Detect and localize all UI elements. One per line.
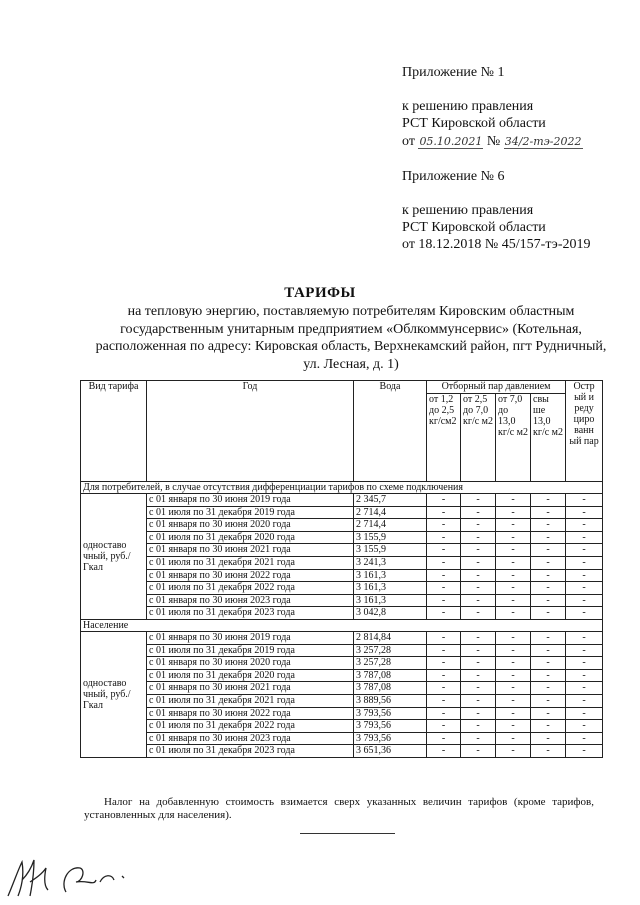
decision6-line3: от 18.12.2018 № 45/157-тэ-2019 (402, 237, 591, 252)
decision1-number: 34/2-тэ-2022 (504, 135, 582, 148)
empty-value-cell: - (427, 682, 461, 695)
empty-value-cell: - (496, 732, 531, 745)
empty-value-cell: - (461, 657, 496, 670)
empty-value-cell: - (427, 506, 461, 519)
header-water: Вода (354, 381, 427, 482)
empty-value-cell: - (566, 506, 603, 519)
empty-value-cell: - (427, 519, 461, 532)
section-title-population: Население (81, 619, 603, 631)
period-cell: с 01 июля по 31 декабря 2019 года (147, 644, 354, 657)
empty-value-cell: - (461, 732, 496, 745)
empty-value-cell: - (496, 682, 531, 695)
empty-value-cell: - (461, 607, 496, 620)
water-value-cell: 3 257,28 (354, 644, 427, 657)
empty-value-cell: - (461, 694, 496, 707)
empty-value-cell: - (531, 531, 566, 544)
tariff-type-cell: одноставо чный, руб./Гкал (81, 494, 147, 620)
empty-value-cell: - (531, 644, 566, 657)
water-value-cell: 3 155,9 (354, 544, 427, 557)
period-cell: с 01 июля по 31 декабря 2023 года (147, 745, 354, 758)
empty-value-cell: - (531, 519, 566, 532)
empty-value-cell: - (566, 494, 603, 507)
empty-value-cell: - (531, 657, 566, 670)
empty-value-cell: - (566, 582, 603, 595)
empty-value-cell: - (566, 644, 603, 657)
table-row (81, 594, 603, 607)
table-row (81, 707, 603, 720)
period-cell: с 01 июля по 31 декабря 2022 года (147, 720, 354, 733)
table-row (81, 531, 603, 544)
empty-value-cell: - (427, 544, 461, 557)
empty-value-cell: - (531, 631, 566, 644)
table-row (81, 582, 603, 595)
period-cell: с 01 июля по 31 декабря 2022 года (147, 582, 354, 595)
table-row (81, 694, 603, 707)
header-steam-col-3: от 7,0 до 13,0 кг/с м2 (496, 394, 531, 482)
empty-value-cell: - (531, 556, 566, 569)
table-row (81, 519, 603, 532)
water-value-cell: 3 793,56 (354, 707, 427, 720)
empty-value-cell: - (427, 631, 461, 644)
empty-value-cell: - (566, 745, 603, 758)
water-value-cell: 3 155,9 (354, 531, 427, 544)
empty-value-cell: - (427, 582, 461, 595)
water-value-cell: 3 793,56 (354, 720, 427, 733)
empty-value-cell: - (531, 582, 566, 595)
period-cell: с 01 января по 30 июня 2019 года (147, 631, 354, 644)
empty-value-cell: - (496, 745, 531, 758)
period-cell: с 01 января по 30 июня 2022 года (147, 707, 354, 720)
empty-value-cell: - (531, 506, 566, 519)
tariff-table (80, 380, 603, 758)
empty-value-cell: - (496, 594, 531, 607)
decision1-line2: РСТ Кировской области (402, 116, 546, 131)
empty-value-cell: - (496, 506, 531, 519)
section-title-consumers: Для потребителей, в случае отсутствия дифференциации тарифов по схеме подключения (81, 482, 603, 494)
empty-value-cell: - (496, 707, 531, 720)
empty-value-cell: - (566, 607, 603, 620)
document-title: ТАРИФЫ (284, 285, 356, 301)
empty-value-cell: - (461, 556, 496, 569)
document-subtitle: на тепловую энергию, поставляемую потребителям Кировским областным государственным унитарным предприятием «Облкоммунсервис» (Котельная, расположенная по адресу: Кировская область, Верхнекамский район, пгт Рудничный, ул. Лесная, д. 1) (95, 304, 607, 372)
table-row (81, 669, 603, 682)
water-value-cell: 3 787,08 (354, 682, 427, 695)
decision6-line2: РСТ Кировской области (402, 220, 546, 235)
period-cell: с 01 января по 30 июня 2020 года (147, 519, 354, 532)
empty-value-cell: - (427, 494, 461, 507)
water-value-cell: 3 787,08 (354, 669, 427, 682)
empty-value-cell: - (461, 720, 496, 733)
period-cell: с 01 июля по 31 декабря 2020 года (147, 669, 354, 682)
empty-value-cell: - (461, 594, 496, 607)
water-value-cell: 3 042,8 (354, 607, 427, 620)
empty-value-cell: - (531, 669, 566, 682)
empty-value-cell: - (566, 657, 603, 670)
empty-value-cell: - (461, 531, 496, 544)
empty-value-cell: - (531, 594, 566, 607)
table-row (81, 556, 603, 569)
header-steam-col-1: от 1,2 до 2,5 кг/см2 (427, 394, 461, 482)
empty-value-cell: - (531, 682, 566, 695)
empty-value-cell: - (496, 519, 531, 532)
water-value-cell: 2 714,4 (354, 519, 427, 532)
decision1-date: 05.10.2021 (419, 135, 483, 148)
empty-value-cell: - (496, 582, 531, 595)
empty-value-cell: - (496, 644, 531, 657)
empty-value-cell: - (461, 582, 496, 595)
empty-value-cell: - (566, 732, 603, 745)
empty-value-cell: - (461, 745, 496, 758)
table-row (81, 569, 603, 582)
empty-value-cell: - (566, 669, 603, 682)
period-cell: с 01 января по 30 июня 2020 года (147, 657, 354, 670)
empty-value-cell: - (427, 707, 461, 720)
empty-value-cell: - (496, 657, 531, 670)
empty-value-cell: - (461, 707, 496, 720)
table-row (81, 506, 603, 519)
empty-value-cell: - (566, 531, 603, 544)
empty-value-cell: - (566, 631, 603, 644)
empty-value-cell: - (496, 556, 531, 569)
empty-value-cell: - (496, 607, 531, 620)
table-row (81, 657, 603, 670)
empty-value-cell: - (496, 631, 531, 644)
table-row (81, 745, 603, 758)
table-row (81, 607, 603, 620)
empty-value-cell: - (566, 707, 603, 720)
empty-value-cell: - (427, 732, 461, 745)
table-row (81, 494, 603, 507)
signature-line (300, 833, 395, 834)
empty-value-cell: - (496, 544, 531, 557)
decision1-line3 (402, 133, 583, 150)
empty-value-cell: - (566, 694, 603, 707)
empty-value-cell: - (531, 720, 566, 733)
period-cell: с 01 июля по 31 декабря 2023 года (147, 607, 354, 620)
period-cell: с 01 июля по 31 декабря 2020 года (147, 531, 354, 544)
empty-value-cell: - (461, 669, 496, 682)
empty-value-cell: - (461, 644, 496, 657)
handwritten-signature (4, 852, 164, 900)
decision1-line1: к решению правления (402, 99, 534, 114)
header-steam: Отборный пар давлением (427, 381, 566, 394)
water-value-cell: 3 161,3 (354, 594, 427, 607)
empty-value-cell: - (496, 694, 531, 707)
water-value-cell: 3 241,3 (354, 556, 427, 569)
water-value-cell: 2 714,4 (354, 506, 427, 519)
empty-value-cell: - (566, 682, 603, 695)
empty-value-cell: - (427, 669, 461, 682)
period-cell: с 01 января по 30 июня 2022 года (147, 569, 354, 582)
empty-value-cell: - (461, 569, 496, 582)
period-cell: с 01 января по 30 июня 2021 года (147, 682, 354, 695)
empty-value-cell: - (427, 644, 461, 657)
empty-value-cell: - (461, 519, 496, 532)
empty-value-cell: - (461, 682, 496, 695)
table-row (81, 631, 603, 644)
empty-value-cell: - (531, 707, 566, 720)
water-value-cell: 3 889,56 (354, 694, 427, 707)
period-cell: с 01 июля по 31 декабря 2021 года (147, 556, 354, 569)
empty-value-cell: - (427, 531, 461, 544)
decision1-prefix: от (402, 134, 415, 149)
empty-value-cell: - (496, 569, 531, 582)
empty-value-cell: - (427, 607, 461, 620)
empty-value-cell: - (496, 669, 531, 682)
empty-value-cell: - (566, 720, 603, 733)
empty-value-cell: - (496, 531, 531, 544)
header-steam-col-2: от 2,5 до 7,0 кг/с м2 (461, 394, 496, 482)
empty-value-cell: - (531, 494, 566, 507)
empty-value-cell: - (496, 494, 531, 507)
empty-value-cell: - (461, 506, 496, 519)
empty-value-cell: - (427, 569, 461, 582)
annex1-label: Приложение № 1 (402, 65, 505, 80)
period-cell: с 01 января по 30 июня 2021 года (147, 544, 354, 557)
empty-value-cell: - (461, 494, 496, 507)
empty-value-cell: - (566, 519, 603, 532)
header-year: Год (147, 381, 354, 482)
empty-value-cell: - (531, 607, 566, 620)
decision1-no-label: № (486, 134, 501, 149)
empty-value-cell: - (427, 694, 461, 707)
decision6-line1: к решению правления (402, 203, 534, 218)
water-value-cell: 3 793,56 (354, 732, 427, 745)
empty-value-cell: - (427, 745, 461, 758)
empty-value-cell: - (461, 631, 496, 644)
empty-value-cell: - (427, 556, 461, 569)
empty-value-cell: - (531, 745, 566, 758)
vat-note: Налог на добавленную стоимость взимается сверх указанных величин тарифов (кроме тарифов, установленных для населения). (84, 796, 594, 821)
water-value-cell: 3 257,28 (354, 657, 427, 670)
header-sharp-steam: Остр ый и реду циро ванн ый пар (566, 381, 603, 482)
table-row (81, 732, 603, 745)
header-steam-col-4: свы ше 13,0 кг/с м2 (531, 394, 566, 482)
empty-value-cell: - (461, 544, 496, 557)
table-row (81, 644, 603, 657)
empty-value-cell: - (427, 720, 461, 733)
water-value-cell: 2 814,84 (354, 631, 427, 644)
period-cell: с 01 января по 30 июня 2019 года (147, 494, 354, 507)
period-cell: с 01 января по 30 июня 2023 года (147, 594, 354, 607)
empty-value-cell: - (427, 594, 461, 607)
table-row (81, 682, 603, 695)
water-value-cell: 3 161,3 (354, 569, 427, 582)
empty-value-cell: - (566, 594, 603, 607)
period-cell: с 01 июля по 31 декабря 2019 года (147, 506, 354, 519)
empty-value-cell: - (531, 569, 566, 582)
header-tariff-type: Вид тарифа (81, 381, 147, 482)
table-row (81, 720, 603, 733)
water-value-cell: 3 651,36 (354, 745, 427, 758)
empty-value-cell: - (566, 569, 603, 582)
water-value-cell: 2 345,7 (354, 494, 427, 507)
annex6-label: Приложение № 6 (402, 169, 505, 184)
empty-value-cell: - (566, 556, 603, 569)
tariff-type-cell: одноставо чный, руб./Гкал (81, 631, 147, 757)
empty-value-cell: - (531, 732, 566, 745)
table-row (81, 544, 603, 557)
empty-value-cell: - (496, 720, 531, 733)
empty-value-cell: - (427, 657, 461, 670)
empty-value-cell: - (531, 694, 566, 707)
period-cell: с 01 июля по 31 декабря 2021 года (147, 694, 354, 707)
empty-value-cell: - (531, 544, 566, 557)
water-value-cell: 3 161,3 (354, 582, 427, 595)
period-cell: с 01 января по 30 июня 2023 года (147, 732, 354, 745)
empty-value-cell: - (566, 544, 603, 557)
